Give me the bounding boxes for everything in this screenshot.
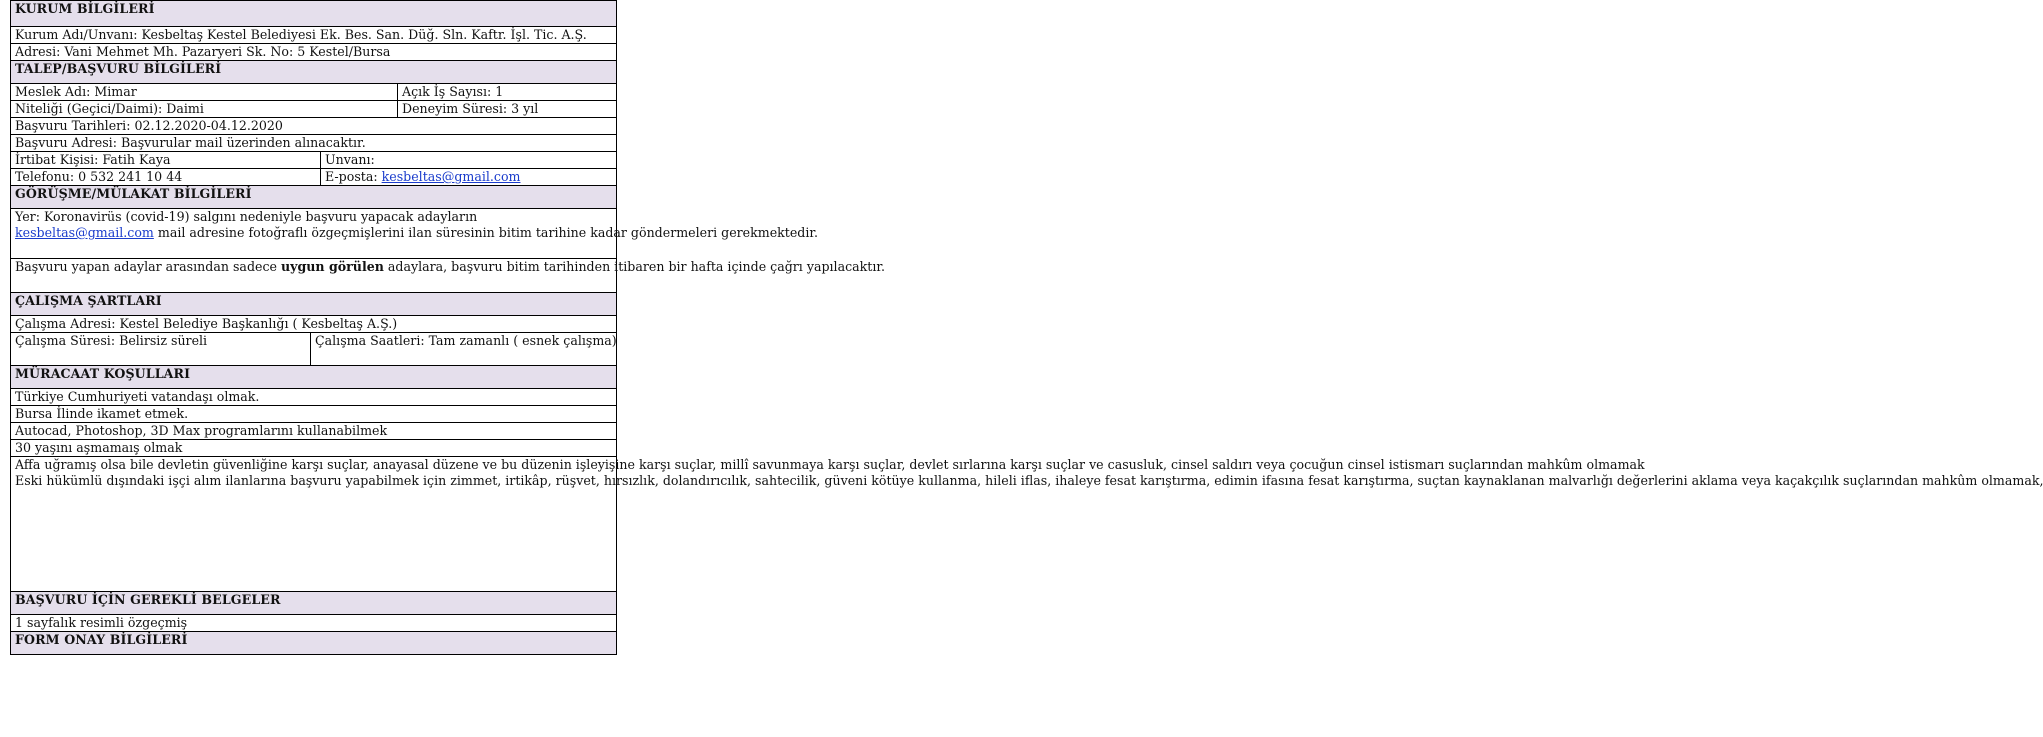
talep-header: TALEP/BAŞVURU BİLGİLERİ	[11, 61, 617, 84]
muracaat-item: 30 yaşını aşmamaış olmak	[11, 440, 617, 457]
deneyim-suresi: Deneyim Süresi: 3 yıl	[398, 101, 617, 118]
niteligi: Niteliği (Geçici/Daimi): Daimi	[11, 101, 398, 118]
eposta-label: E-posta:	[325, 169, 382, 184]
kurum-header: KURUM BİLGİLERİ	[11, 1, 617, 27]
muracaat-item: Türkiye Cumhuriyeti vatandaşı olmak.	[11, 389, 617, 406]
calisma-adresi: Çalışma Adresi: Kestel Belediye Başkanlığı ( Kesbeltaş A.Ş.)	[11, 316, 617, 333]
irtibat-kisisi: İrtibat Kişisi: Fatih Kaya	[11, 152, 321, 169]
gorusme-mail-link[interactable]: kesbeltas@gmail.com	[15, 225, 154, 240]
muracaat-item: Autocad, Photoshop, 3D Max programlarını kullanabilmek	[11, 423, 617, 440]
gorusme-text: adaylara, başvuru bitim tarihinden itibaren bir hafta içinde çağrı yapılacaktır.	[383, 259, 886, 274]
muracaat-header: MÜRACAAT KOŞULLARI	[11, 366, 617, 389]
eposta-link[interactable]: kesbeltas@gmail.com	[381, 169, 521, 184]
meslek-adi: Meslek Adı: Mimar	[11, 84, 398, 101]
calisma-saatleri: Çalışma Saatleri: Tam zamanlı ( esnek çalışma)	[311, 333, 617, 366]
belgeler-header: BAŞVURU İÇİN GEREKLİ BELGELER	[11, 592, 617, 615]
calisma-suresi: Çalışma Süresi: Belirsiz süreli	[11, 333, 311, 366]
job-posting-form	[10, 0, 2043, 655]
eposta-cell	[321, 169, 617, 186]
unvani: Unvanı:	[321, 152, 617, 169]
gorusme-paragraph-1	[11, 209, 819, 259]
gorusme-header: GÖRÜŞME/MÜLAKAT BİLGİLERİ	[11, 186, 617, 209]
telefonu: Telefonu: 0 532 241 10 44	[11, 169, 321, 186]
basvuru-tarihleri: Başvuru Tarihleri: 02.12.2020-04.12.2020	[11, 118, 617, 135]
belge-item: 1 sayfalık resimli özgeçmiş	[11, 615, 617, 632]
muracaat-paragraph-1: Affa uğramış olsa bile devletin güvenliğine karşı suçlar, anayasal düzene ve bu düzenin işleyişine karşı suçlar, millî savunmaya karşı suçlar, devlet sırlarına karşı suçlar ve casusluk, cinsel saldırı veya çocuğun cinsel istismarı suçlarından mahkûm olmamak	[15, 457, 1645, 472]
onay-header: FORM ONAY BİLGİLERİ	[11, 632, 617, 655]
gorusme-paragraph-2	[11, 259, 886, 293]
muracaat-item: Bursa İlinde ikamet etmek.	[11, 406, 617, 423]
acik-is-sayisi: Açık İş Sayısı: 1	[398, 84, 617, 101]
gorusme-text: mail adresine fotoğraflı özgeçmişlerini ilan süresinin bitim tarihine kadar göndermeleri gerekmektedir.	[153, 225, 819, 240]
kurum-adi: Kurum Adı/Unvanı: Kesbeltaş Kestel Belediyesi Ek. Bes. San. Düğ. Sln. Kaftr. İşl. Tic. A.Ş.	[11, 27, 617, 44]
basvuru-adresi: Başvuru Adresi: Başvurular mail üzerinden alınacaktır.	[11, 135, 617, 152]
kurum-adres: Adresi: Vani Mehmet Mh. Pazaryeri Sk. No: 5 Kestel/Bursa	[11, 44, 617, 61]
gorusme-text: Yer: Koronavirüs (covid-19) salgını nedeniyle başvuru yapacak adayların	[15, 209, 478, 224]
gorusme-text: Başvuru yapan adaylar arasından sadece	[15, 259, 281, 274]
muracaat-paragraph-2: Eski hükümlü dışındaki işçi alım ilanlarına başvuru yapabilmek için zimmet, irtikâp, rüşvet, hırsızlık, dolandırıcılık, sahtecilik, güveni kötüye kullanma, hileli iflas, ihaleye fesat karıştırma, edimin ifasına fesat karıştırma, suçtan kaynaklanan malvarlığı değerlerini aklama veya kaçakçılık suçlarından mahkûm olmamak,	[15, 473, 2043, 488]
calisma-header: ÇALIŞMA ŞARTLARI	[11, 293, 617, 316]
gorusme-bold-text: uygun görülen	[280, 259, 384, 274]
muracaat-paragraphs	[11, 457, 2043, 592]
